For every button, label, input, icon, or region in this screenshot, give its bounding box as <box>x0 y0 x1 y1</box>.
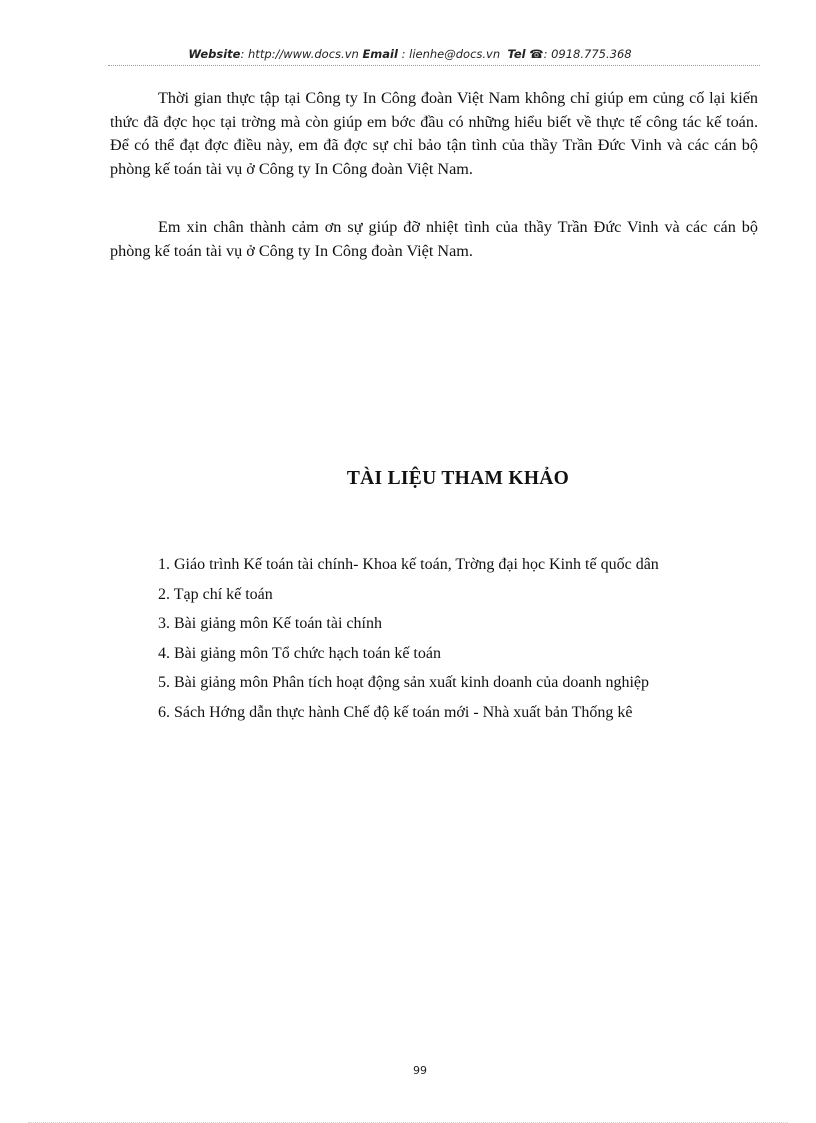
body-paragraph-2: Em xin chân thành cảm ơn sự giúp đỡ nhiệt tình của thầy Trần Đức Vinh và các cán bộ phòng kế toán tài vụ ở Công ty In Công đoàn Việt Nam. <box>110 218 758 260</box>
page-number: 99 <box>413 1064 427 1077</box>
telephone-icon: ☎ <box>529 47 544 61</box>
references-title: TÀI LIỆU THAM KHẢO <box>346 468 570 489</box>
email-link[interactable]: lienhe@docs.vn <box>409 47 501 61</box>
reference-item: 3. Bài giảng môn Kế toán tài chính <box>158 615 382 633</box>
website-separator: : <box>240 47 249 61</box>
reference-item: 1. Giáo trình Kế toán tài chính- Khoa kế toán, Trờng đại học Kinh tế quốc dân <box>158 556 659 573</box>
header-divider <box>108 65 760 66</box>
email-label: Email <box>362 47 398 61</box>
body-paragraph-1: Thời gian thực tập tại Công ty In Công đoàn Việt Nam không chỉ giúp em củng cố lại kiến thức đã đợc học tại trờng mà còn giúp em bớc đầu có những hiểu biết về thực tế công tác kế toán. Để có thể đạt đợc điều này, em đã đợc sự chỉ bảo tận tình của thầy Trần Đức Vinh và các cán bộ phòng kế toán tài vụ ở Công ty In Công đoàn Việt Nam. <box>110 89 758 178</box>
reference-item: 4. Bài giảng môn Tổ chức hạch toán kế toán <box>158 644 441 662</box>
reference-item: 2. Tạp chí kế toán <box>158 585 273 603</box>
tel-separator: : <box>543 47 552 61</box>
website-label: Website <box>188 47 241 61</box>
reference-item: 5. Bài giảng môn Phân tích hoạt động sản xuất kinh doanh của doanh nghiệp <box>158 674 650 692</box>
email-separator: : <box>397 47 410 61</box>
website-link[interactable]: http://www.docs.vn <box>248 47 359 61</box>
tel-label: Tel <box>507 47 526 61</box>
references-list <box>158 553 659 731</box>
reference-item: 6. Sách Hớng dẫn thực hành Chế độ kế toán mới - Nhà xuất bản Thống kê <box>158 703 633 721</box>
page-header <box>100 47 720 61</box>
tel-number: 0918.775.368 <box>551 47 632 61</box>
